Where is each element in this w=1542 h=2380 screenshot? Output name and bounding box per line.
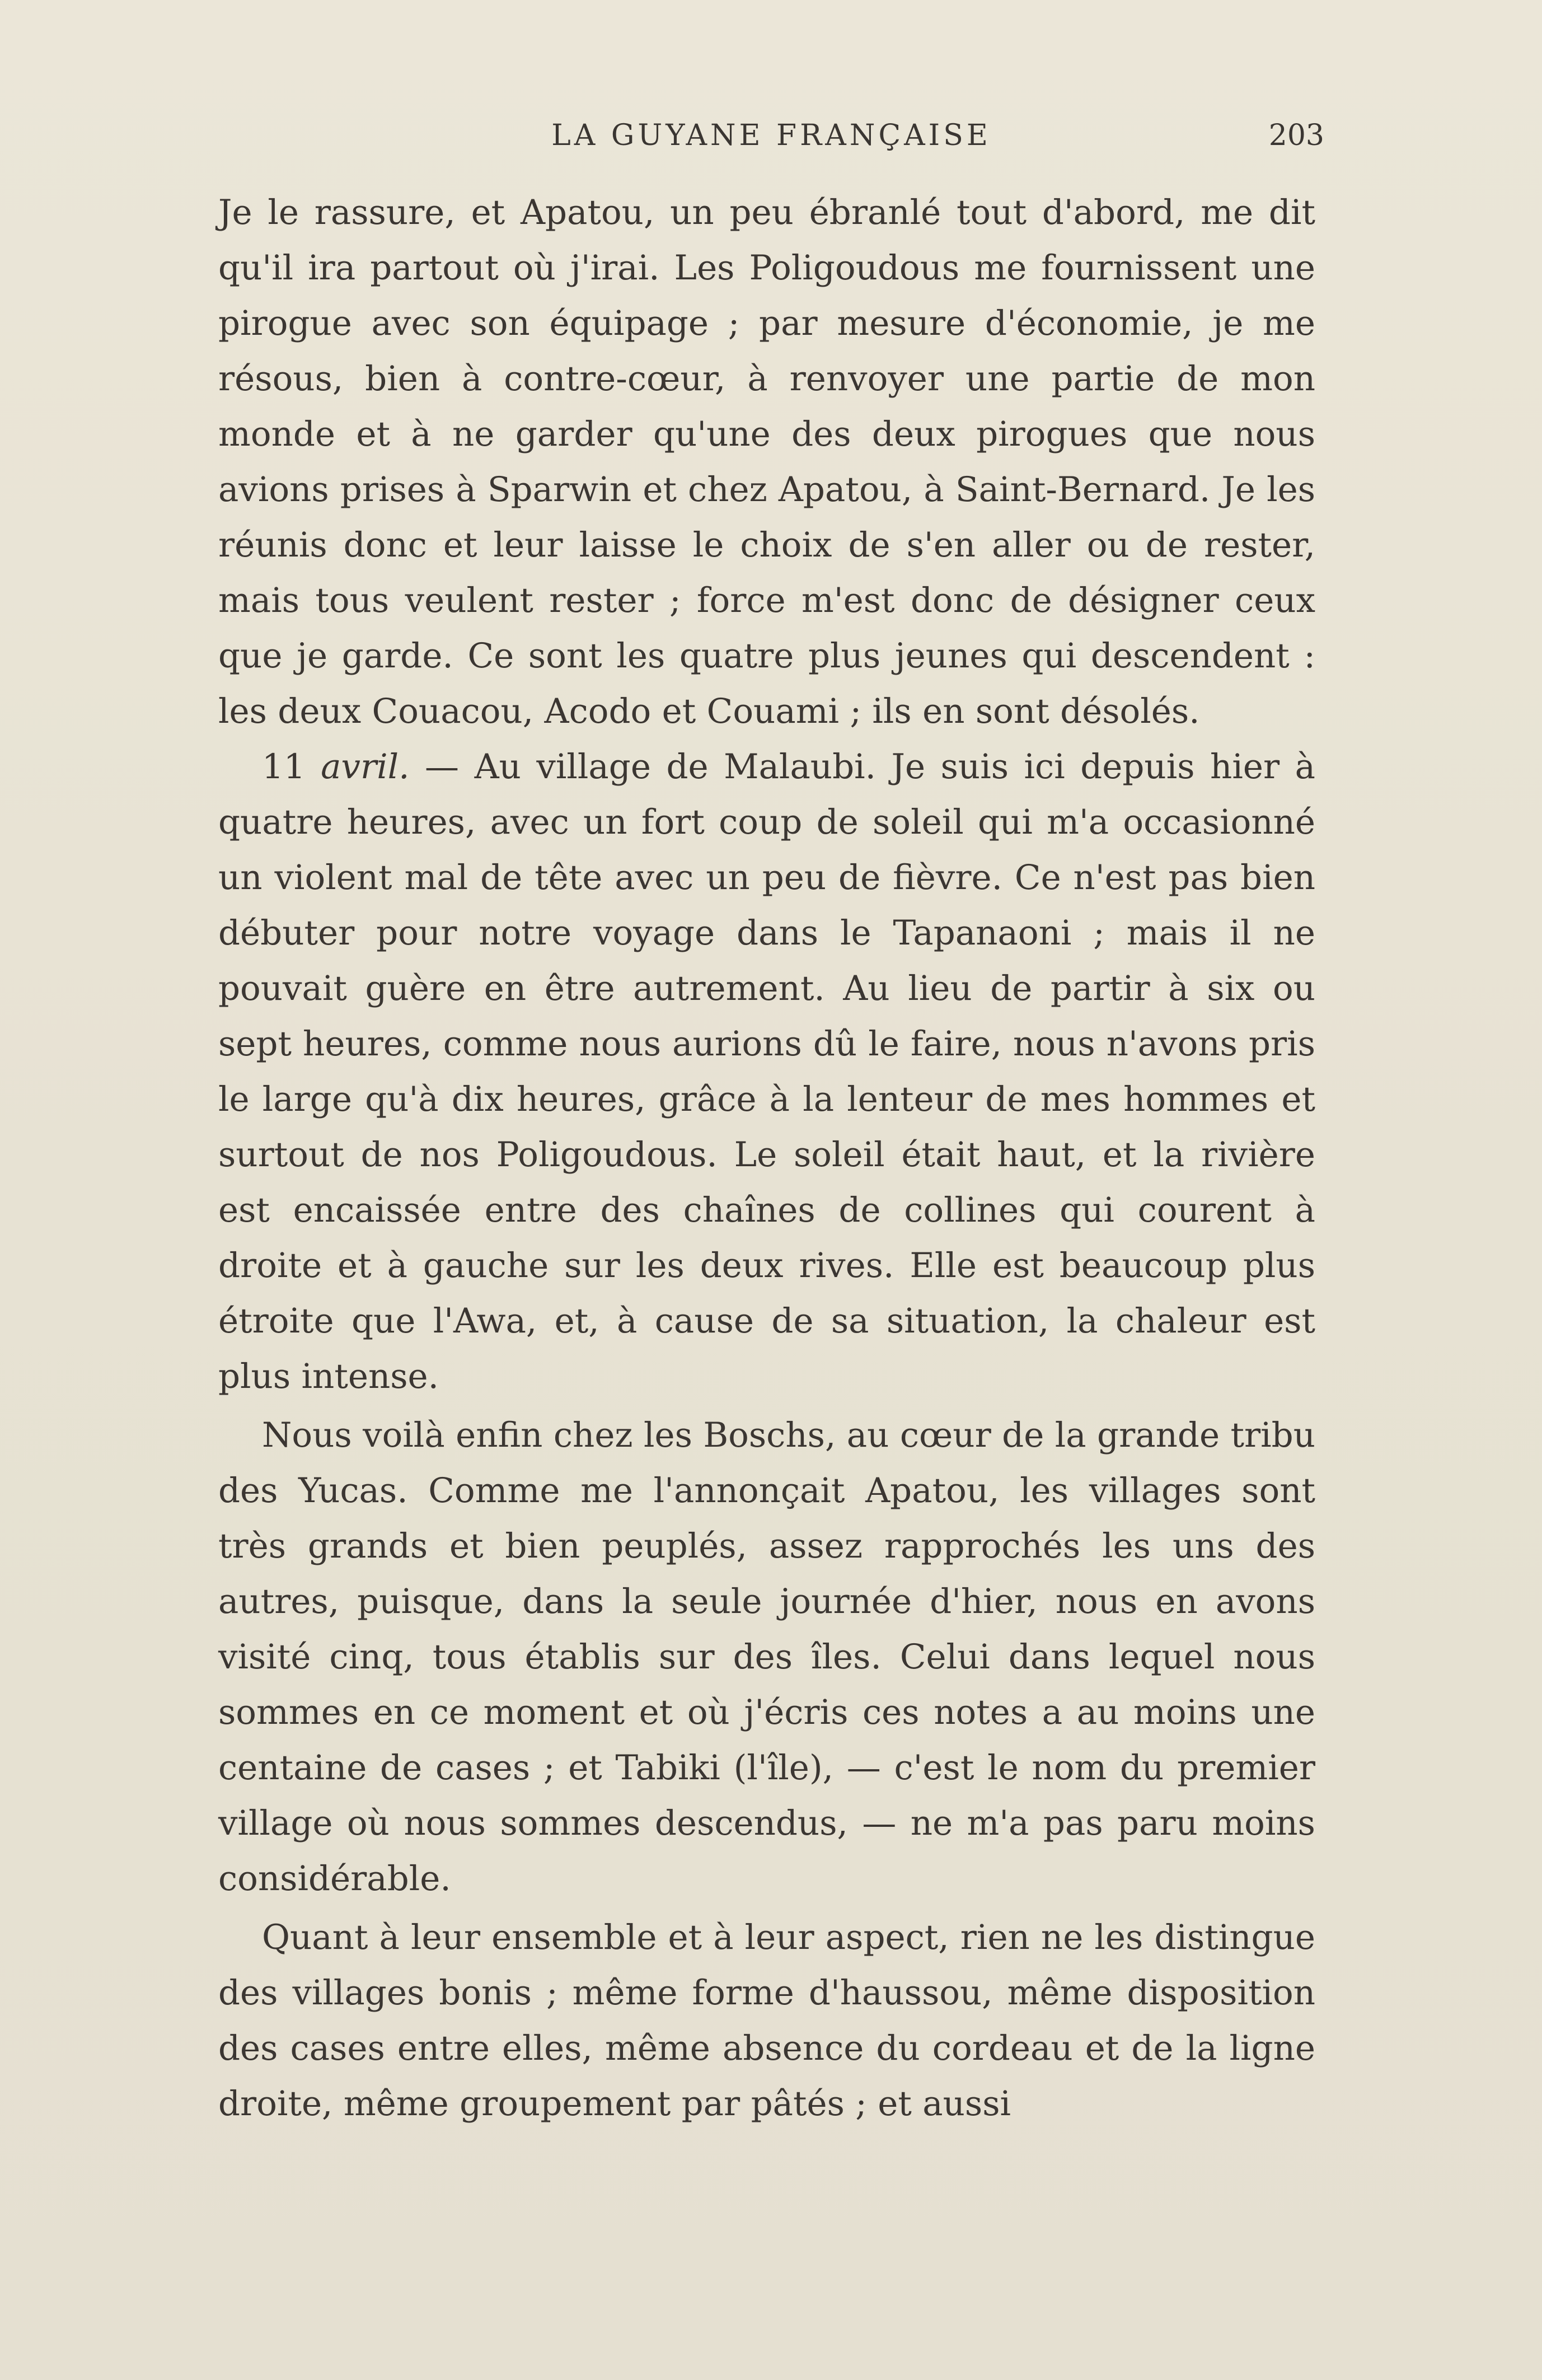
page-number: 203 <box>1268 119 1324 152</box>
entry-day: 11 <box>262 747 306 787</box>
paragraph: Quant à leur ensemble et à leur aspect, rien ne les distingue des villages bonis ; même forme d'haussou, même disposition des cases entre elles, même absence du cordeau et de la ligne droite, même groupement par pâtés ; et aussi <box>218 1918 1315 2124</box>
entry-month: avril. <box>321 747 410 787</box>
paragraph: Je le rassure, et Apatou, un peu ébranlé tout d'abord, me dit qu'il ira partout où j'irai. Les Poligoudous me fournissent une pirogue avec son équipage ; par mesure d'économie, je me résous, bien à contre-cœur, à renvoyer une partie de mon monde et à ne garder qu'une des deux pirogues que nous avions prises à Sparwin et chez Apatou, à Saint-Bernard. Je les réunis donc et leur laisse le choix de s'en aller ou de rester, mais tous veulent rester ; force m'est donc de désigner ceux que je garde. Ce sont les quatre plus jeunes qui descendent : les deux Couacou, Acodo et Couami ; ils en sont désolés. <box>218 193 1315 731</box>
running-title: LA GUYANE FRANÇAISE <box>551 119 991 152</box>
entry-text: — Au village de Malaubi. Je suis ici depuis hier à quatre heures, avec un fort coup de soleil qui m'a occasionné un violent mal de tête avec un peu de fièvre. Ce n'est pas bien débuter pour notre voyage dans le Tapanaoni ; mais il ne pouvait guère en être autrement. Au lieu de partir à six ou sept heures, comme nous aurions dû le faire, nous n'avons pris le large qu'à dix heures, grâce à la lenteur de mes hommes et surtout de nos Poligoudous. Le soleil était haut, et la rivière est encaissée entre des chaînes de collines qui courent à droite et à gauche sur les deux rives. Elle est beaucoup plus étroite que l'Awa, et, à cause de sa situation, la chaleur est plus intense. <box>218 747 1315 1396</box>
paragraph: Nous voilà enfin chez les Boschs, au cœur de la grande tribu des Yucas. Comme me l'annonçait Apatou, les villages sont très grands et bien peuplés, assez rapprochés les uns des autres, puisque, dans la seule journée d'hier, nous en avons visité cinq, tous établis sur des îles. Celui dans lequel nous sommes en ce moment et où j'écris ces notes a au moins une centaine de cases ; et Tabiki (l'île), — c'est le nom du premier village où nous sommes descendus, — ne m'a pas paru moins considérable. <box>218 1415 1315 1899</box>
page-header <box>218 119 1324 163</box>
body-text <box>218 185 1315 2131</box>
paragraph-dated-entry <box>218 739 1315 1404</box>
